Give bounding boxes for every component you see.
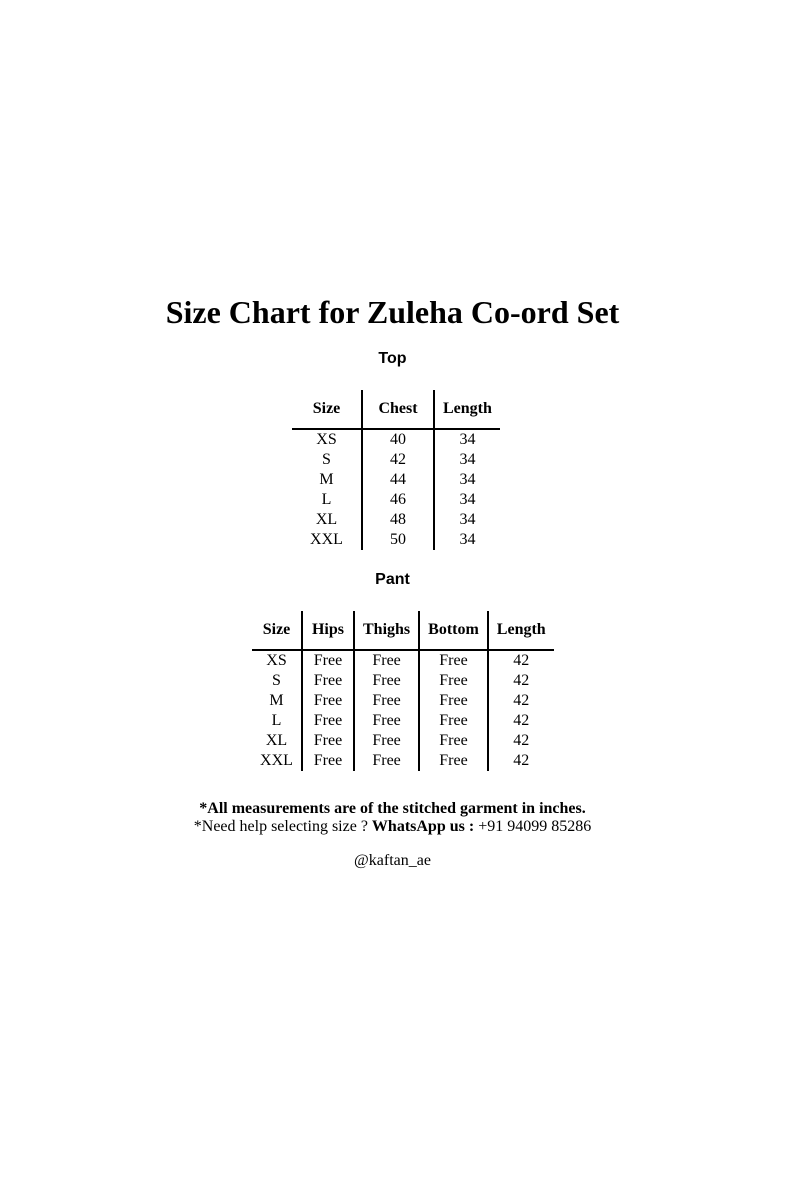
size-cell: XL	[315, 511, 338, 528]
column-header: Bottom	[419, 611, 488, 650]
thighs-cell: Free	[354, 650, 419, 671]
length-cell: 42	[488, 691, 554, 711]
thighs-cell: Free	[354, 751, 419, 771]
length-cell: 34	[434, 530, 500, 550]
top-section-heading: Top	[378, 350, 407, 367]
length-cell: 42	[488, 731, 554, 751]
hips-cell: Free	[302, 691, 354, 711]
size-cell: XS	[266, 652, 287, 669]
length-cell: 34	[434, 510, 500, 530]
table-header-row	[292, 390, 500, 429]
help-prefix: *Need help selecting size ?	[193, 818, 372, 835]
table-header-row	[252, 611, 554, 650]
bottom-cell: Free	[419, 671, 488, 691]
table-row	[252, 691, 554, 711]
length-cell: 34	[434, 429, 500, 450]
hips-cell: Free	[302, 731, 354, 751]
column-header: Size	[292, 390, 362, 429]
size-cell: S	[322, 451, 331, 468]
chest-cell: 44	[362, 470, 434, 490]
table-row	[292, 450, 500, 470]
length-cell: 34	[434, 490, 500, 510]
size-cell: S	[272, 672, 281, 689]
size-cell: XXL	[310, 531, 343, 548]
column-header: Thighs	[354, 611, 419, 650]
measurement-note: *All measurements are of the stitched garment in inches.	[199, 800, 586, 817]
length-cell: 34	[434, 450, 500, 470]
hips-cell: Free	[302, 671, 354, 691]
chest-cell: 42	[362, 450, 434, 470]
column-header: Length	[434, 390, 500, 429]
length-cell: 42	[488, 671, 554, 691]
top-size-table	[292, 390, 500, 550]
pant-size-table	[252, 611, 554, 771]
size-cell: XS	[316, 431, 337, 448]
table-row	[252, 671, 554, 691]
size-cell: XL	[265, 732, 288, 749]
table-row	[292, 429, 500, 450]
thighs-cell: Free	[354, 671, 419, 691]
table-row	[292, 510, 500, 530]
chest-cell: 50	[362, 530, 434, 550]
hips-cell: Free	[302, 751, 354, 771]
page-title: Size Chart for Zuleha Co-ord Set	[165, 294, 620, 330]
column-header: Hips	[302, 611, 354, 650]
table-row	[292, 530, 500, 550]
size-cell: L	[271, 712, 282, 729]
hips-cell: Free	[302, 711, 354, 731]
table-row	[292, 490, 500, 510]
size-cell: XXL	[260, 752, 293, 769]
help-note	[0, 818, 785, 836]
table-row	[292, 470, 500, 490]
length-cell: 42	[488, 650, 554, 671]
chest-cell: 40	[362, 429, 434, 450]
bottom-cell: Free	[419, 711, 488, 731]
bottom-cell: Free	[419, 751, 488, 771]
thighs-cell: Free	[354, 731, 419, 751]
table-row	[252, 751, 554, 771]
size-cell: M	[269, 692, 284, 709]
thighs-cell: Free	[354, 711, 419, 731]
chest-cell: 46	[362, 490, 434, 510]
column-header: Chest	[362, 390, 434, 429]
pant-section-heading: Pant	[375, 571, 410, 588]
size-cell: L	[321, 491, 332, 508]
bottom-cell: Free	[419, 691, 488, 711]
length-cell: 42	[488, 751, 554, 771]
social-handle: @kaftan_ae	[354, 852, 431, 869]
table-row	[252, 711, 554, 731]
whatsapp-phone: +91 94099 85286	[478, 818, 592, 835]
table-row	[252, 731, 554, 751]
column-header: Size	[252, 611, 302, 650]
whatsapp-label: WhatsApp us :	[371, 818, 479, 835]
bottom-cell: Free	[419, 650, 488, 671]
length-cell: 34	[434, 470, 500, 490]
column-header: Length	[488, 611, 554, 650]
bottom-cell: Free	[419, 731, 488, 751]
table-row	[252, 650, 554, 671]
thighs-cell: Free	[354, 691, 419, 711]
length-cell: 42	[488, 711, 554, 731]
size-cell: M	[319, 471, 334, 488]
chest-cell: 48	[362, 510, 434, 530]
hips-cell: Free	[302, 650, 354, 671]
